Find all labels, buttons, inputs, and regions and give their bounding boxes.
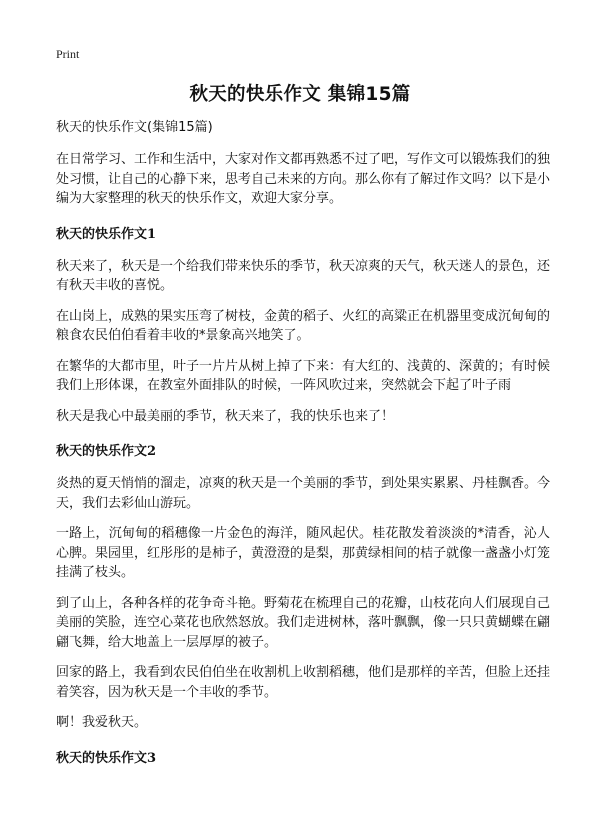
- article-subtitle: 秋天的快乐作文(集锦15篇): [56, 120, 213, 135]
- print-link[interactable]: Print: [56, 47, 80, 61]
- section-heading-1: 秋天的快乐作文1: [56, 226, 157, 242]
- section-heading-3: 秋天的快乐作文3: [56, 750, 157, 766]
- page-title: 秋天的快乐作文 集锦15篇: [189, 84, 411, 105]
- section-heading-2: 秋天的快乐作文2: [56, 444, 157, 459]
- section-2-paragraph: 炎热的夏天悄悄的溜走，凉爽的秋天是一个美丽的季节，到处果实累累、丹桂飘香。今天，我们去彩仙山游玩。: [56, 476, 551, 511]
- section-2-paragraph: 回家的路上，我看到农民伯伯坐在收割机上收割稻穗，他们是那样的辛苦，但脸上还挂着笑容，因为秋天是一个丰收的季节。: [56, 665, 551, 700]
- section-1-paragraph: 在山岗上，成熟的果实压弯了树枝，金黄的稻子、火红的高粱正在机器里变成沉甸甸的粮食农民伯伯看着丰收的*景象高兴地笑了。: [56, 308, 551, 343]
- section-2-paragraph: 一路上，沉甸甸的稻穗像一片金色的海洋，随风起伏。桂花散发着淡淡的*清香，沁人心脾。果园里，红彤彤的是柿子，黄澄澄的是梨，那黄绿相间的桔子就像一盏盏小灯笼挂满了枝头。: [56, 526, 551, 580]
- section-1-paragraph: 秋天来了，秋天是一个给我们带来快乐的季节，秋天凉爽的天气，秋天迷人的景色，还有秋天丰收的喜悦。: [56, 258, 551, 293]
- intro-paragraph: 在日常学习、工作和生活中，大家对作文都再熟悉不过了吧，写作文可以锻炼我们的独处习惯，让自己的心静下来，思考自己未来的方向。那么你有了解过作文吗？以下是小编为大家整理的秋天的快乐作文，欢迎大家分享。: [56, 152, 551, 206]
- section-1-paragraph: 在繁华的大都市里，叶子一片片从树上掉了下来：有大红的、浅黄的、深黄的；有时候我们上形体课，在教室外面排队的时候，一阵风吹过来，突然就会下起了叶子雨: [56, 358, 551, 393]
- section-2-paragraph: 啊！我爱秋天。: [56, 715, 148, 730]
- section-2-paragraph: 到了山上，各种各样的花争奇斗艳。野菊花在梳理自己的花瓣，山枝花向人们展现自己美丽的笑脸，连空心菜花也欣然怒放。我们走进树林，落叶飘飘，像一只只黄蝴蝶在翩翩飞舞，给大地盖上一层厚厚的被子。: [56, 595, 551, 650]
- article-body: [56, 118, 550, 781]
- section-1-paragraph: 秋天是我心中最美丽的季节，秋天来了，我的快乐也来了！: [56, 408, 395, 424]
